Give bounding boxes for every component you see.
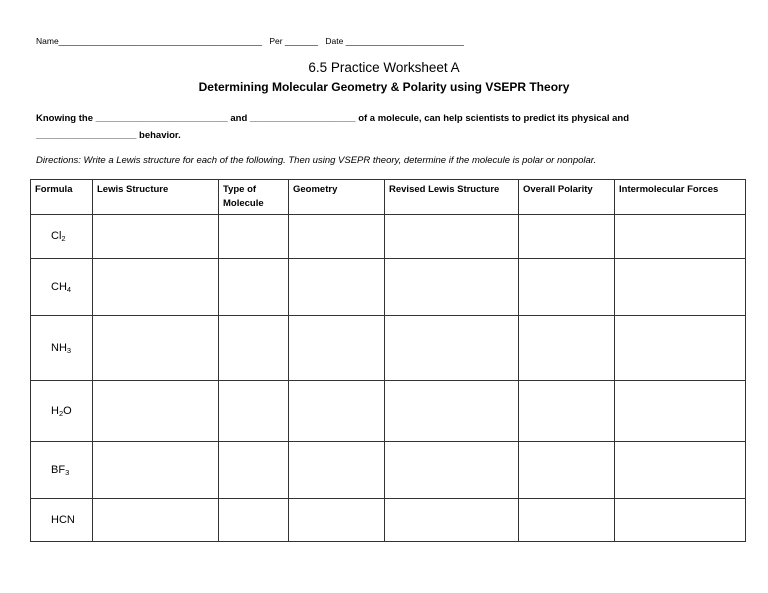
lewis-structure-cell[interactable] (93, 215, 219, 259)
student-info-line (36, 36, 464, 46)
intermolecular-forces-cell[interactable] (615, 381, 746, 442)
column-header-lewis-structure: Lewis Structure (93, 180, 219, 215)
column-header-type-of-molecule: Type of Molecule (219, 180, 289, 215)
overall-polarity-cell[interactable] (519, 215, 615, 259)
formula-cell (31, 442, 93, 499)
overall-polarity-cell[interactable] (519, 381, 615, 442)
formula-tail: O (63, 404, 72, 417)
lewis-structure-cell[interactable] (93, 259, 219, 316)
formula-cell (31, 499, 93, 542)
column-header-intermolecular-forces: Intermolecular Forces (615, 180, 746, 215)
table-header-row (31, 180, 746, 215)
formula-subscript: 3 (66, 345, 72, 355)
geometry-cell[interactable] (289, 259, 385, 316)
revised-lewis-structure-cell[interactable] (385, 259, 519, 316)
lewis-structure-cell[interactable] (93, 499, 219, 542)
lewis-structure-cell[interactable] (93, 316, 219, 381)
type-of-molecule-cell[interactable] (219, 316, 289, 381)
formula-subscript: 2 (58, 408, 64, 418)
intro-line-2 (36, 130, 181, 141)
worksheet-table (30, 179, 746, 542)
intermolecular-forces-cell[interactable] (615, 215, 746, 259)
type-of-molecule-cell[interactable] (219, 499, 289, 542)
name-field[interactable]: Name___________________________________________ (36, 36, 262, 46)
formula-base: Cl (51, 230, 62, 242)
lewis-structure-cell[interactable] (93, 442, 219, 499)
intermolecular-forces-cell[interactable] (615, 259, 746, 316)
formula-cell (31, 316, 93, 381)
intro-part-1: Knowing the _________________________ (36, 113, 228, 124)
table-row (31, 259, 746, 316)
overall-polarity-cell[interactable] (519, 499, 615, 542)
column-header-geometry: Geometry (289, 180, 385, 215)
worksheet-title: 6.5 Practice Worksheet A (308, 60, 460, 75)
formula-subscript: 4 (66, 284, 72, 294)
formula-base: NH (51, 341, 67, 354)
overall-polarity-cell[interactable] (519, 316, 615, 381)
column-header-revised-lewis-structure: Revised Lewis Structure (385, 180, 519, 215)
revised-lewis-structure-cell[interactable] (385, 381, 519, 442)
overall-polarity-cell[interactable] (519, 442, 615, 499)
geometry-cell[interactable] (289, 215, 385, 259)
lewis-structure-cell[interactable] (93, 381, 219, 442)
formula-base: BF (51, 463, 66, 476)
revised-lewis-structure-cell[interactable] (385, 442, 519, 499)
formula-base: HCN (51, 513, 75, 526)
date-field[interactable]: Date _________________________ (325, 36, 464, 46)
revised-lewis-structure-cell[interactable] (385, 215, 519, 259)
formula-cell (31, 259, 93, 316)
table-row (31, 215, 746, 259)
formula-cell (31, 215, 93, 259)
geometry-cell[interactable] (289, 316, 385, 381)
intermolecular-forces-cell[interactable] (615, 499, 746, 542)
table-row (31, 499, 746, 542)
formula-cell (31, 381, 93, 442)
formula-base: H (51, 404, 59, 417)
column-header-overall-polarity: Overall Polarity (519, 180, 615, 215)
intro-part-4: ___________________ (36, 130, 137, 141)
intro-part-3: of a molecule, can help scientists to predict its physical and (358, 113, 630, 124)
table-row (31, 442, 746, 499)
intro-part-5: behavior. (139, 130, 181, 141)
geometry-cell[interactable] (289, 381, 385, 442)
intermolecular-forces-cell[interactable] (615, 316, 746, 381)
table-row (31, 381, 746, 442)
revised-lewis-structure-cell[interactable] (385, 499, 519, 542)
intermolecular-forces-cell[interactable] (615, 442, 746, 499)
per-field[interactable]: Per _______ (269, 36, 319, 46)
geometry-cell[interactable] (289, 442, 385, 499)
type-of-molecule-cell[interactable] (219, 442, 289, 499)
formula-subscript: 3 (65, 467, 70, 477)
geometry-cell[interactable] (289, 499, 385, 542)
formula-base: CH (51, 280, 67, 293)
type-of-molecule-cell[interactable] (219, 381, 289, 442)
table-row (31, 316, 746, 381)
type-of-molecule-cell[interactable] (219, 215, 289, 259)
revised-lewis-structure-cell[interactable] (385, 316, 519, 381)
formula-subscript: 2 (61, 234, 66, 243)
worksheet-subtitle: Determining Molecular Geometry & Polarity using VSEPR Theory (198, 80, 570, 94)
intro-line-1 (36, 113, 629, 124)
overall-polarity-cell[interactable] (519, 259, 615, 316)
directions-text: Directions: Write a Lewis structure for each of the following. Then using VSEPR theory, determine if the molecule is polar or nonpolar. (36, 155, 597, 166)
column-header-formula: Formula (31, 180, 93, 215)
intro-part-2: and ____________________ (230, 113, 356, 124)
type-of-molecule-cell[interactable] (219, 259, 289, 316)
